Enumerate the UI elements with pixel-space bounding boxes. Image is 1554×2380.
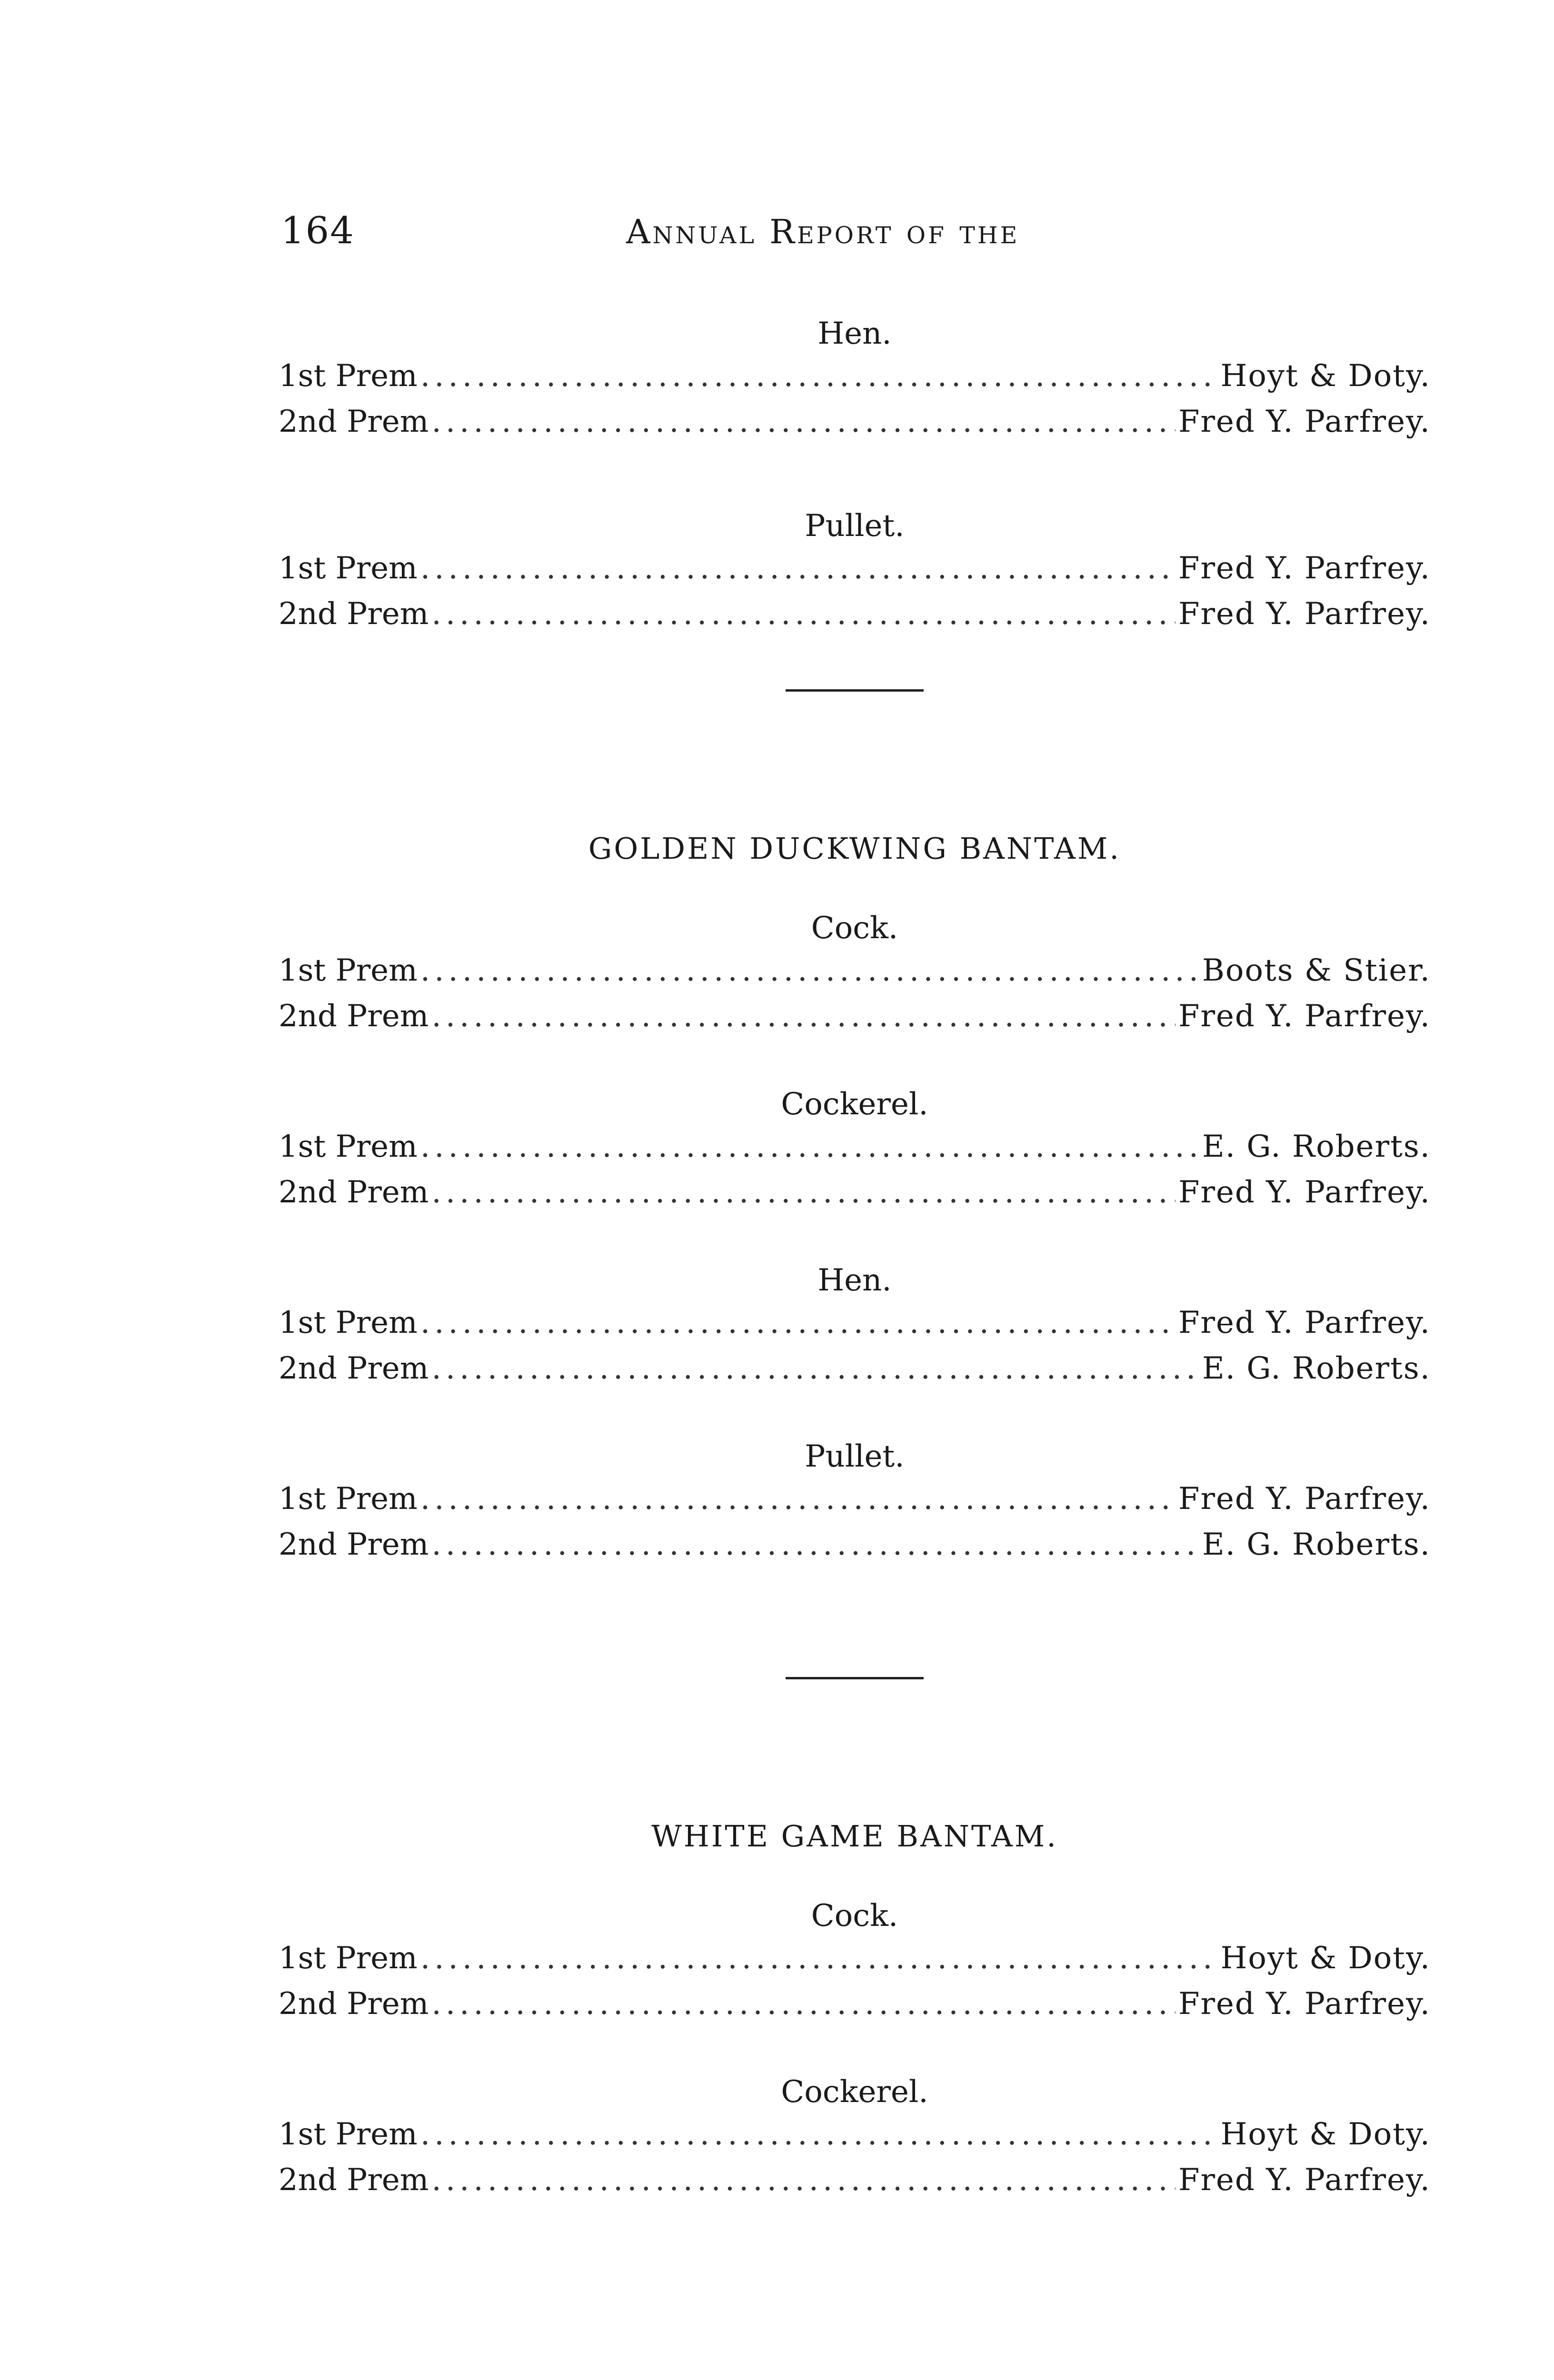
winner-name: Boots & Stier. <box>1202 953 1431 988</box>
premium-row <box>279 1522 1431 1567</box>
section-title: WHITE GAME BANTAM. <box>651 1819 1058 1854</box>
premium-row <box>279 2157 1431 2203</box>
dot-leader <box>420 1300 1175 1346</box>
winner-name: Fred Y. Parfrey. <box>1178 404 1431 439</box>
winner-name: E. G. Roberts. <box>1202 1129 1431 1164</box>
winner-name: Fred Y. Parfrey. <box>1178 1305 1431 1340</box>
dot-leader <box>420 1476 1175 1522</box>
premium-row <box>279 1124 1431 1170</box>
dot-leader <box>420 948 1199 993</box>
class-heading: Hen. <box>817 1263 892 1298</box>
premium-row <box>279 993 1431 1039</box>
premium-label: 1st Prem <box>279 1941 418 1976</box>
premium-label: 2nd Prem <box>279 404 429 439</box>
winner-name: Fred Y. Parfrey. <box>1178 1481 1431 1517</box>
premium-label: 1st Prem <box>279 358 418 394</box>
premium-row <box>279 591 1431 637</box>
running-head <box>281 209 1433 267</box>
premium-row <box>279 948 1431 993</box>
premium-label: 2nd Prem <box>279 999 429 1034</box>
dot-leader <box>431 993 1175 1039</box>
winner-name: Hoyt & Doty. <box>1220 2117 1431 2152</box>
premium-row <box>279 399 1431 445</box>
header-title: Annual Report of the <box>626 212 1020 251</box>
premium-row <box>279 1300 1431 1346</box>
winner-name: Fred Y. Parfrey. <box>1178 596 1431 632</box>
class-heading: Cockerel. <box>781 1087 928 1122</box>
winner-name: Fred Y. Parfrey. <box>1178 1175 1431 1210</box>
premium-label: 1st Prem <box>279 953 418 988</box>
winner-name: E. G. Roberts. <box>1202 1527 1431 1562</box>
premium-row <box>279 353 1431 399</box>
winner-name: Fred Y. Parfrey. <box>1178 1986 1431 2022</box>
winner-name: Hoyt & Doty. <box>1220 358 1431 394</box>
section-title: GOLDEN DUCKWING BANTAM. <box>588 831 1121 866</box>
premium-row <box>279 2112 1431 2157</box>
dot-leader <box>420 1935 1218 1981</box>
premium-label: 1st Prem <box>279 1305 418 1340</box>
winner-name: E. G. Roberts. <box>1202 1351 1431 1386</box>
premium-label: 1st Prem <box>279 1129 418 1164</box>
dot-leader <box>431 591 1175 637</box>
premium-row <box>279 545 1431 591</box>
winner-name: Fred Y. Parfrey. <box>1178 551 1431 586</box>
premium-label: 2nd Prem <box>279 1175 429 1210</box>
dot-leader <box>431 2157 1175 2203</box>
dot-leader <box>431 399 1175 445</box>
dot-leader <box>420 353 1218 399</box>
premium-label: 1st Prem <box>279 1481 418 1517</box>
winner-name: Fred Y. Parfrey. <box>1178 2162 1431 2198</box>
class-heading: Cock. <box>811 1898 898 1934</box>
dot-leader <box>431 1981 1175 2027</box>
class-heading: Hen. <box>817 316 892 351</box>
premium-label: 2nd Prem <box>279 1351 429 1386</box>
premium-label: 1st Prem <box>279 551 418 586</box>
premium-label: 2nd Prem <box>279 1986 429 2022</box>
dot-leader <box>420 1124 1199 1170</box>
dot-leader <box>431 1170 1175 1215</box>
class-heading: Cockerel. <box>781 2074 928 2110</box>
premium-row <box>279 1981 1431 2027</box>
premium-row <box>279 1346 1431 1391</box>
premium-row <box>279 1170 1431 1215</box>
dot-leader <box>420 545 1175 591</box>
dot-leader <box>431 1346 1199 1391</box>
premium-label: 2nd Prem <box>279 1527 429 1562</box>
winner-name: Fred Y. Parfrey. <box>1178 999 1431 1034</box>
class-heading: Pullet. <box>805 508 905 544</box>
page-content <box>279 314 1431 2203</box>
winner-name: Hoyt & Doty. <box>1220 1941 1431 1976</box>
premium-row <box>279 1476 1431 1522</box>
class-heading: Cock. <box>811 911 898 946</box>
premium-label: 2nd Prem <box>279 2162 429 2198</box>
premium-row <box>279 1935 1431 1981</box>
premium-label: 1st Prem <box>279 2117 418 2152</box>
page-number: 164 <box>281 209 355 252</box>
class-heading: Pullet. <box>805 1439 905 1474</box>
dot-leader <box>431 1522 1199 1567</box>
dot-leader <box>420 2112 1218 2157</box>
premium-label: 2nd Prem <box>279 596 429 632</box>
